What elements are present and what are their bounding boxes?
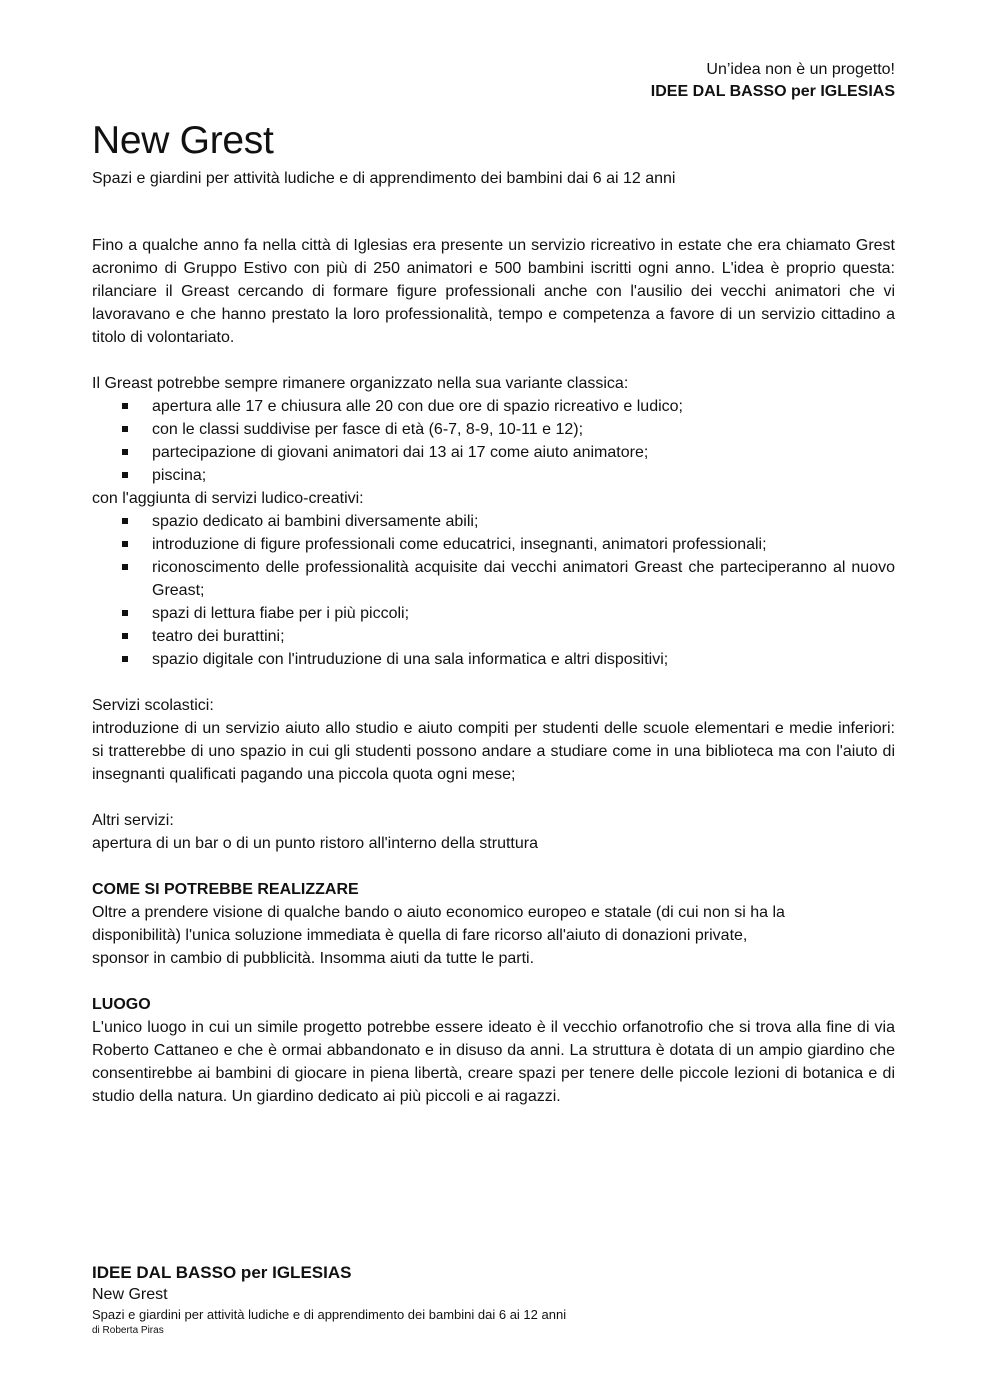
footer-author: di Roberta Piras: [92, 1325, 164, 1336]
list-item: teatro dei burattini;: [152, 625, 895, 648]
other-text: apertura di un bar o di un punto ristoro all'interno della struttura: [92, 835, 538, 852]
document-title: New Grest: [92, 119, 274, 162]
classic-lead: Il Greast potrebbe sempre rimanere organizzato nella sua variante classica:: [92, 375, 629, 392]
list-item: spazio dedicato ai bambini diversamente abili;: [152, 510, 895, 533]
place-heading: LUOGO: [92, 996, 151, 1013]
realize-line: sponsor in cambio di pubblicità. Insomma aiuti da tutte le parti.: [92, 950, 535, 967]
extra-list: [92, 510, 895, 671]
list-item: riconoscimento delle professionalità acquisite dai vecchi animatori Greast che parteciperanno al nuovo Greast;: [152, 556, 895, 602]
bullet-icon: [122, 518, 128, 524]
bullet-icon: [122, 449, 128, 455]
bullet-icon: [122, 633, 128, 639]
classic-list: [92, 395, 895, 487]
extra-lead: con l'aggiunta di servizi ludico-creativi:: [92, 490, 364, 507]
bullet-icon: [122, 656, 128, 662]
bullet-icon: [122, 426, 128, 432]
school-heading: Servizi scolastici:: [92, 697, 214, 714]
header-tagline: Un’idea non è un progetto!: [706, 61, 895, 78]
page-header: [651, 59, 895, 103]
list-item: introduzione di figure professionali come educatrici, insegnanti, animatori professionali;: [152, 533, 895, 556]
list-item: con le classi suddivise per fasce di età (6-7, 8-9, 10-11 e 12);: [152, 418, 895, 441]
bullet-icon: [122, 541, 128, 547]
list-item: piscina;: [152, 464, 895, 487]
other-heading: Altri servizi:: [92, 812, 174, 829]
footer-org: IDEE DAL BASSO per IGLESIAS: [92, 1263, 352, 1282]
footer-title: New Grest: [92, 1286, 168, 1303]
list-item: apertura alle 17 e chiusura alle 20 con due ore di spazio ricreativo e ludico;: [152, 395, 895, 418]
page-footer: [92, 1262, 566, 1338]
list-item: spazio digitale con l'intruduzione di una sala informatica e altri dispositivi;: [152, 648, 895, 671]
list-item: spazi di lettura fiabe per i più piccoli;: [152, 602, 895, 625]
document-subtitle: Spazi e giardini per attività ludiche e di apprendimento dei bambini dai 6 ai 12 anni: [92, 170, 676, 187]
realize-heading: COME SI POTREBBE REALIZZARE: [92, 881, 359, 898]
school-text: introduzione di un servizio aiuto allo studio e aiuto compiti per studenti delle scuole elementari e medie inferiori: si tratterebbe di uno spazio in cui gli studenti possono andare a studiare come in una biblioteca ma con l'aiuto di insegnanti qualificati pagando una piccola quota ogni mese;: [92, 720, 895, 783]
intro-paragraph: Fino a qualche anno fa nella città di Iglesias era presente un servizio ricreativo in estate che era chiamato Grest acronimo di Gruppo Estivo con più di 250 animatori e 500 bambini iscritti ogni anno. L'idea è proprio questa: rilanciare il Greast cercando di formare figure professionali anche con l'ausilio dei vecchi animatori che vi lavoravano e che hanno prestato la loro professionalità, tempo e competenza a favore di un servizio cittadino a titolo di volontariato.: [92, 237, 895, 346]
list-item: partecipazione di giovani animatori dai 13 ai 17 come aiuto animatore;: [152, 441, 895, 464]
footer-subtitle: Spazi e giardini per attività ludiche e di apprendimento dei bambini dai 6 ai 12 anni: [92, 1307, 567, 1322]
realize-line: disponibilità) l'unica soluzione immediata è quella di fare ricorso all'aiuto di donazioni private,: [92, 927, 748, 944]
place-text: L'unico luogo in cui un simile progetto potrebbe essere ideato è il vecchio orfanotrofio che si trova alla fine di via Roberto Cattaneo e che è ormai abbandonato e in disuso da anni. La struttura è dotata di un ampio giardino che consentirebbe ai bambini di giocare in piena libertà, creare spazi per tenere delle piccole lezioni di botanica e di studio della natura. Un giardino dedicato ai più piccoli e ai ragazzi.: [92, 1019, 895, 1105]
bullet-icon: [122, 564, 128, 570]
bullet-icon: [122, 610, 128, 616]
header-org: IDEE DAL BASSO per IGLESIAS: [650, 83, 895, 100]
document-body: [92, 234, 895, 1108]
realize-line: Oltre a prendere visione di qualche bando o aiuto economico europeo e statale (di cui non si ha la: [92, 904, 785, 921]
bullet-icon: [122, 472, 128, 478]
bullet-icon: [122, 403, 128, 409]
